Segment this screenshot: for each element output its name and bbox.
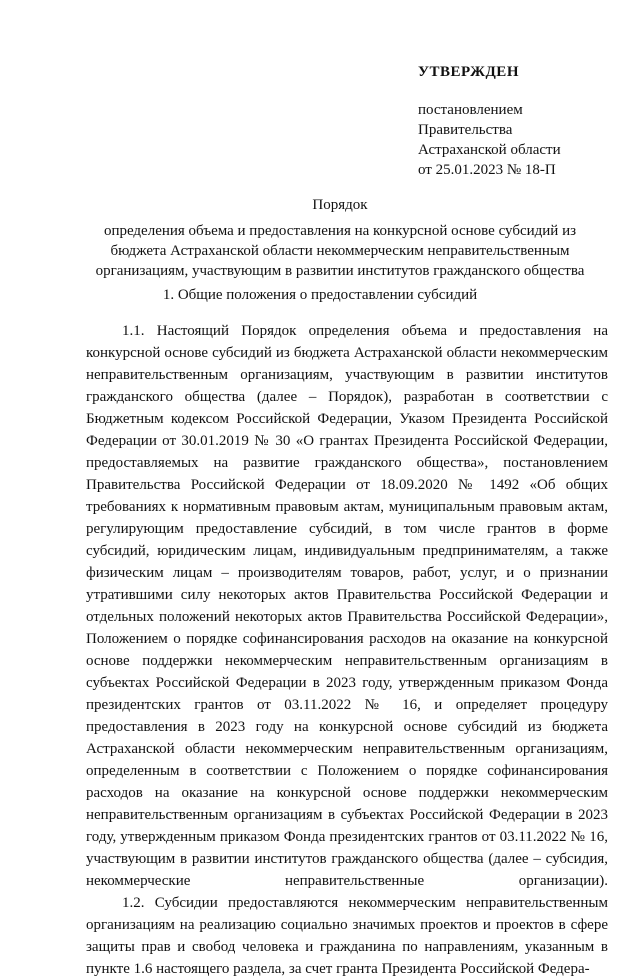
approval-heading: УТВЕРЖДЕН: [418, 64, 519, 80]
paragraph-1-2: 1.2. Субсидии предоставляются некоммерческим неправительственным организациям на реализацию социально значимых проектов и проектов в сфере защиты прав и свобод человека и гражданина по направлениям, указанным в пункте 1.6 настоящего раздела, за счет гранта Президента Российской Федера-: [86, 895, 608, 977]
approval-line: Правительства: [418, 122, 513, 138]
title-line: определения объема и предоставления на конкурсной основе субсидий из: [103, 223, 577, 239]
document-title: [80, 195, 600, 281]
section-heading: 1. Общие положения о предоставлении субсидий: [162, 287, 478, 303]
paragraph-1-1: 1.1. Настоящий Порядок определения объема и предоставления на конкурсной основе субсидий из бюджета Астраханской области некоммерческим неправительственным организациям, участвующим в развитии институтов гражданского общества (далее – Порядок), разработан в соответствии с Бюджетным кодексом Российской Федерации, Указом Президента Российской Федерации от 30.01.2019 № 30 «О грантах Президента Российской Федерации, предоставляемых на развитие гражданского общества», постановлением Правительства Российской Федерации от 18.09.2020 № 1492 «Об общих требованиях к нормативным правовым актам, муниципальным правовым актам, регулирующим предоставление субсидий, в том числе грантов в форме субсидий, юридическим лицам, индивидуальным предпринимателям, а также физическим лицам – производителям товаров, работ, услуг, и о признании утратившими силу некоторых актов Правительства Российской Федерации и отдельных положений некоторых актов Правительства Российской Федерации», Положением о порядке софинансирования расходов на оказание на конкурсной основе поддержки некоммерческим неправительственным организациям в субъектах Российской Федерации в 2023 году, утвержденным приказом Фонда президентских грантов от 03.11.2022 № 16, и определяет процедуру предоставления в 2023 году на конкурсной основе субсидий из бюджета Астраханской области некоммерческим неправительственным организациям, определенным в соответствии с Положением о порядке софинансирования расходов на оказание на конкурсной основе поддержки некоммерческим неправительственным организациям в субъектах Российской Федерации в 2023 году, утвержденным приказом Фонда президентских грантов от 03.11.2022 № 16, участвующим в развитии институтов гражданского общества (далее – субсидия, некоммерческие неправительственные организации).: [86, 323, 608, 889]
title-line: бюджета Астраханской области некоммерческим неправительственным: [110, 243, 570, 259]
document-body: [86, 320, 608, 980]
approval-line: от 25.01.2023 № 18-П: [418, 162, 556, 178]
approval-line: постановлением: [418, 102, 523, 118]
title-word: Порядок: [312, 197, 368, 213]
approval-stamp: [418, 62, 561, 180]
approval-line: Астраханской области: [418, 142, 561, 158]
title-line: организациям, участвующим в развитии институтов гражданского общества: [95, 263, 585, 279]
